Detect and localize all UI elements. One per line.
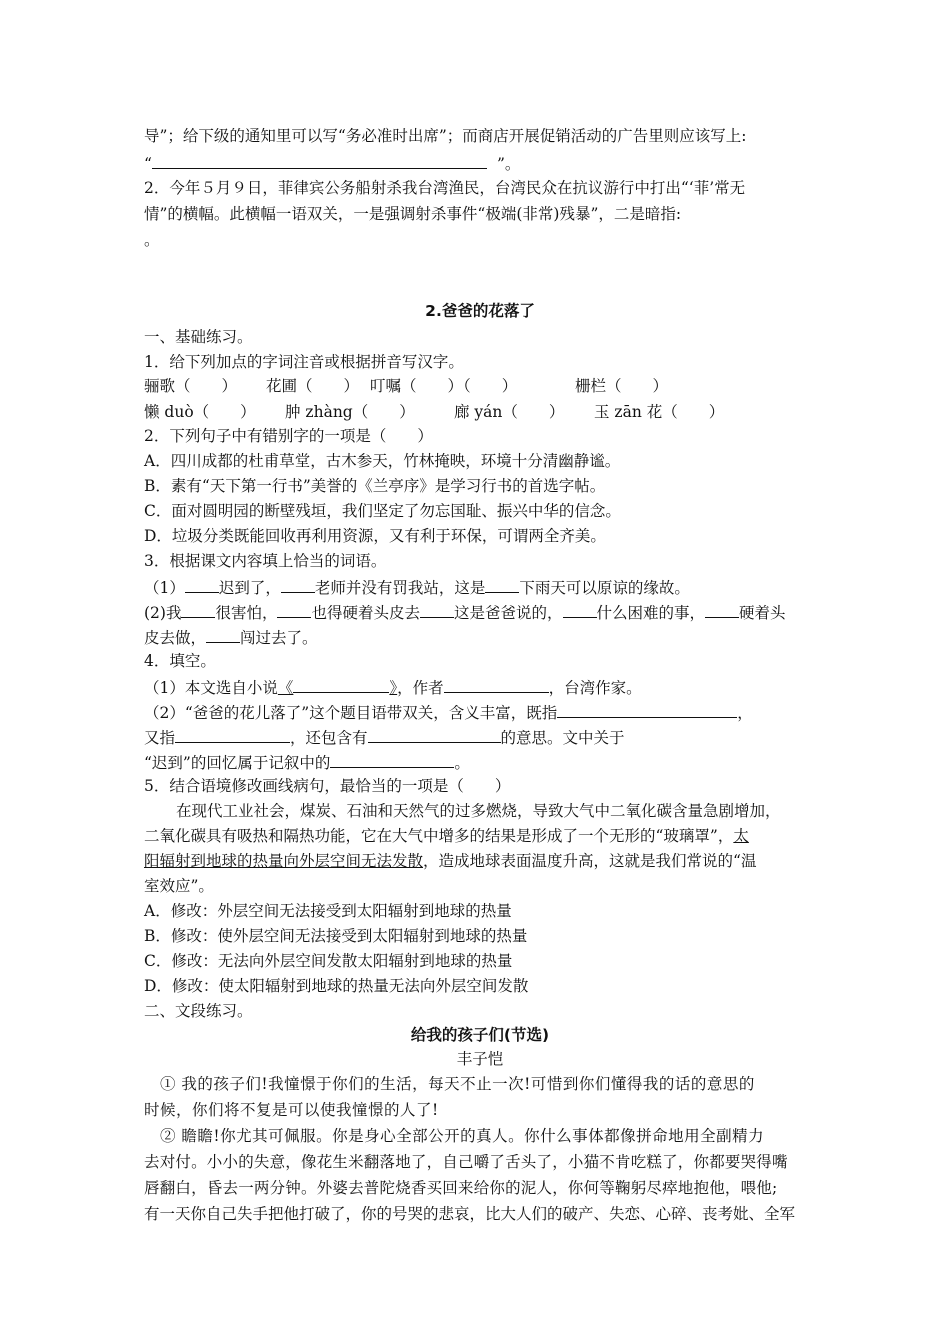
- text-line: 情”的横幅。此横幅一语双关，一是强调射杀事件“极端(非常)残暴”，二是暗指:: [144, 205, 682, 223]
- option: A．修改：外层空间无法接受到太阳辐射到地球的热量: [144, 902, 512, 920]
- blank: [175, 726, 290, 743]
- blank: [181, 601, 215, 618]
- text-line: 在现代工业社会，煤炭、石油和天然气的过多燃烧，导致大气中二氧化碳含量急剧增加，: [176, 802, 781, 820]
- underlined-sentence: 阳辐射到地球的热量向外层空间无法发散: [144, 852, 424, 870]
- passage-title: 给我的孩子们(节选): [410, 1026, 550, 1044]
- text-line: 。: [144, 231, 160, 249]
- option: D．垃圾分类既能回收再利用资源，又有利于环保，可谓两全齐美。: [144, 527, 606, 545]
- blank: [152, 152, 487, 169]
- blank: [485, 576, 519, 593]
- blank: [557, 701, 737, 718]
- blank: [368, 726, 501, 743]
- blank: [206, 626, 240, 643]
- paragraph-line: 有一天你自己失手把他打破了，你的号哭的悲哀，比大人们的破产、失恋、心碎、丧考妣、全军: [144, 1205, 796, 1223]
- paragraph-line: ② 瞻瞻!你尤其可佩服。你是身心全部公开的真人。你什么事体都像拼命地用全副精力: [160, 1127, 765, 1145]
- option: C．修改：无法向外层空间发散太阳辐射到地球的热量: [144, 952, 513, 970]
- question: 3．根据课文内容填上恰当的词语。: [144, 552, 387, 570]
- item: 骊歌（ ）: [144, 377, 238, 395]
- fill-line: （2）“爸爸的花儿落了”这个题目语带双关，含义丰富，既指 ，: [144, 701, 753, 723]
- paragraph-line: 唇翻白，昏去一两分钟。外婆去普陀烧香买回来给你的泥人，你何等鞠躬尽瘁地抱他，喂他;: [144, 1179, 778, 1197]
- paragraph-line: 去对付。小小的失意，像花生米翻落地了，自己嚼了舌头了，小猫不肯吃糕了，你都要哭得嘴: [144, 1153, 788, 1171]
- blank: [185, 576, 219, 593]
- section-title: 2.爸爸的花落了: [425, 302, 535, 320]
- blank: [330, 751, 454, 768]
- question: 5．结合语境修改画线病句，最恰当的一项是（ ）: [144, 777, 511, 795]
- text-line: 2．今年５月９日，菲律宾公务船射杀我台湾渔民，台湾民众在抗议游行中打出“‘菲’常无: [144, 179, 746, 197]
- fill-line: （1） 迟到了， 老师并没有罚我站，这是 下雨天可以原谅的缘故。: [144, 576, 690, 598]
- item: 栅栏（ ）: [575, 377, 669, 395]
- paragraph-line: ① 我的孩子们!我憧憬于你们的生活，每天不止一次!可惜到你们懂得我的话的意思的: [160, 1075, 755, 1093]
- blank: [277, 601, 311, 618]
- item: 廊 yán（ ）: [454, 403, 565, 421]
- blank: [293, 676, 389, 693]
- text-line: 阳辐射到地球的热量向外层空间无法发散，造成地球表面温度升高，这就是我们常说的“温: [144, 852, 757, 870]
- fill-line: “迟到”的回忆属于记叙中的 。: [144, 751, 470, 773]
- item: 懒 duò（ ）: [144, 403, 256, 421]
- question: 4．填空。: [144, 652, 216, 670]
- part-heading: 二、文段练习。: [144, 1002, 253, 1020]
- text-line: 二氧化碳具有吸热和隔热功能，它在大气中增多的结果是形成了一个无形的“玻璃罩”，太: [144, 827, 749, 845]
- option: A．四川成都的杜甫草堂，古木参天，竹林掩映，环境十分清幽静谧。: [144, 452, 621, 470]
- passage-author: 丰子恺: [456, 1050, 504, 1068]
- fill-line: 皮去做， 闯过去了。: [144, 626, 318, 648]
- fill-line: 又指 ，还包含有 的意思。文中关于: [144, 726, 625, 748]
- question: 2．下列句子中有错别字的一项是（ ）: [144, 427, 433, 445]
- pinyin-row: [144, 402, 724, 422]
- option: D．修改：使太阳辐射到地球的热量无法向外层空间发散: [144, 977, 529, 995]
- item: 玉 zān 花（ ）: [594, 403, 725, 421]
- item: 肿 zhàng（ ）: [285, 403, 415, 421]
- paragraph-line: 时候，你们将不复是可以使我憧憬的人了!: [144, 1101, 439, 1119]
- item: 花圃（ ）: [266, 377, 360, 395]
- text-line: “ ”。: [144, 152, 520, 174]
- item: 叮嘱（ ）（ ）: [370, 377, 518, 395]
- blank: [420, 601, 454, 618]
- question: 1．给下列加点的字词注音或根据拼音写汉字。: [144, 353, 464, 371]
- text-line: 导”；给下级的通知里可以写“务必准时出席”；而商店开展促销活动的广告里则应该写上:: [144, 127, 747, 145]
- text-line: 室效应”。: [144, 877, 214, 895]
- pinyin-row: [144, 376, 668, 396]
- blank: [563, 601, 597, 618]
- option: B．修改：使外层空间无法接受到太阳辐射到地球的热量: [144, 927, 528, 945]
- blank: [281, 576, 315, 593]
- fill-line: (2)我 很害怕， 也得硬着头皮去 这是爸爸说的， 什么困难的事， 硬着头: [144, 601, 786, 623]
- option: C．面对圆明园的断壁残垣，我们坚定了勿忘国耻、振兴中华的信念。: [144, 502, 621, 520]
- fill-line: （1）本文选自小说《 》，作者 ，台湾作家。: [144, 676, 642, 698]
- part-heading: 一、基础练习。: [144, 328, 253, 346]
- blank: [444, 676, 549, 693]
- option: B．素有“天下第一行书”美誉的《兰亭序》是学习行书的首选字帖。: [144, 477, 606, 495]
- blank: [705, 601, 739, 618]
